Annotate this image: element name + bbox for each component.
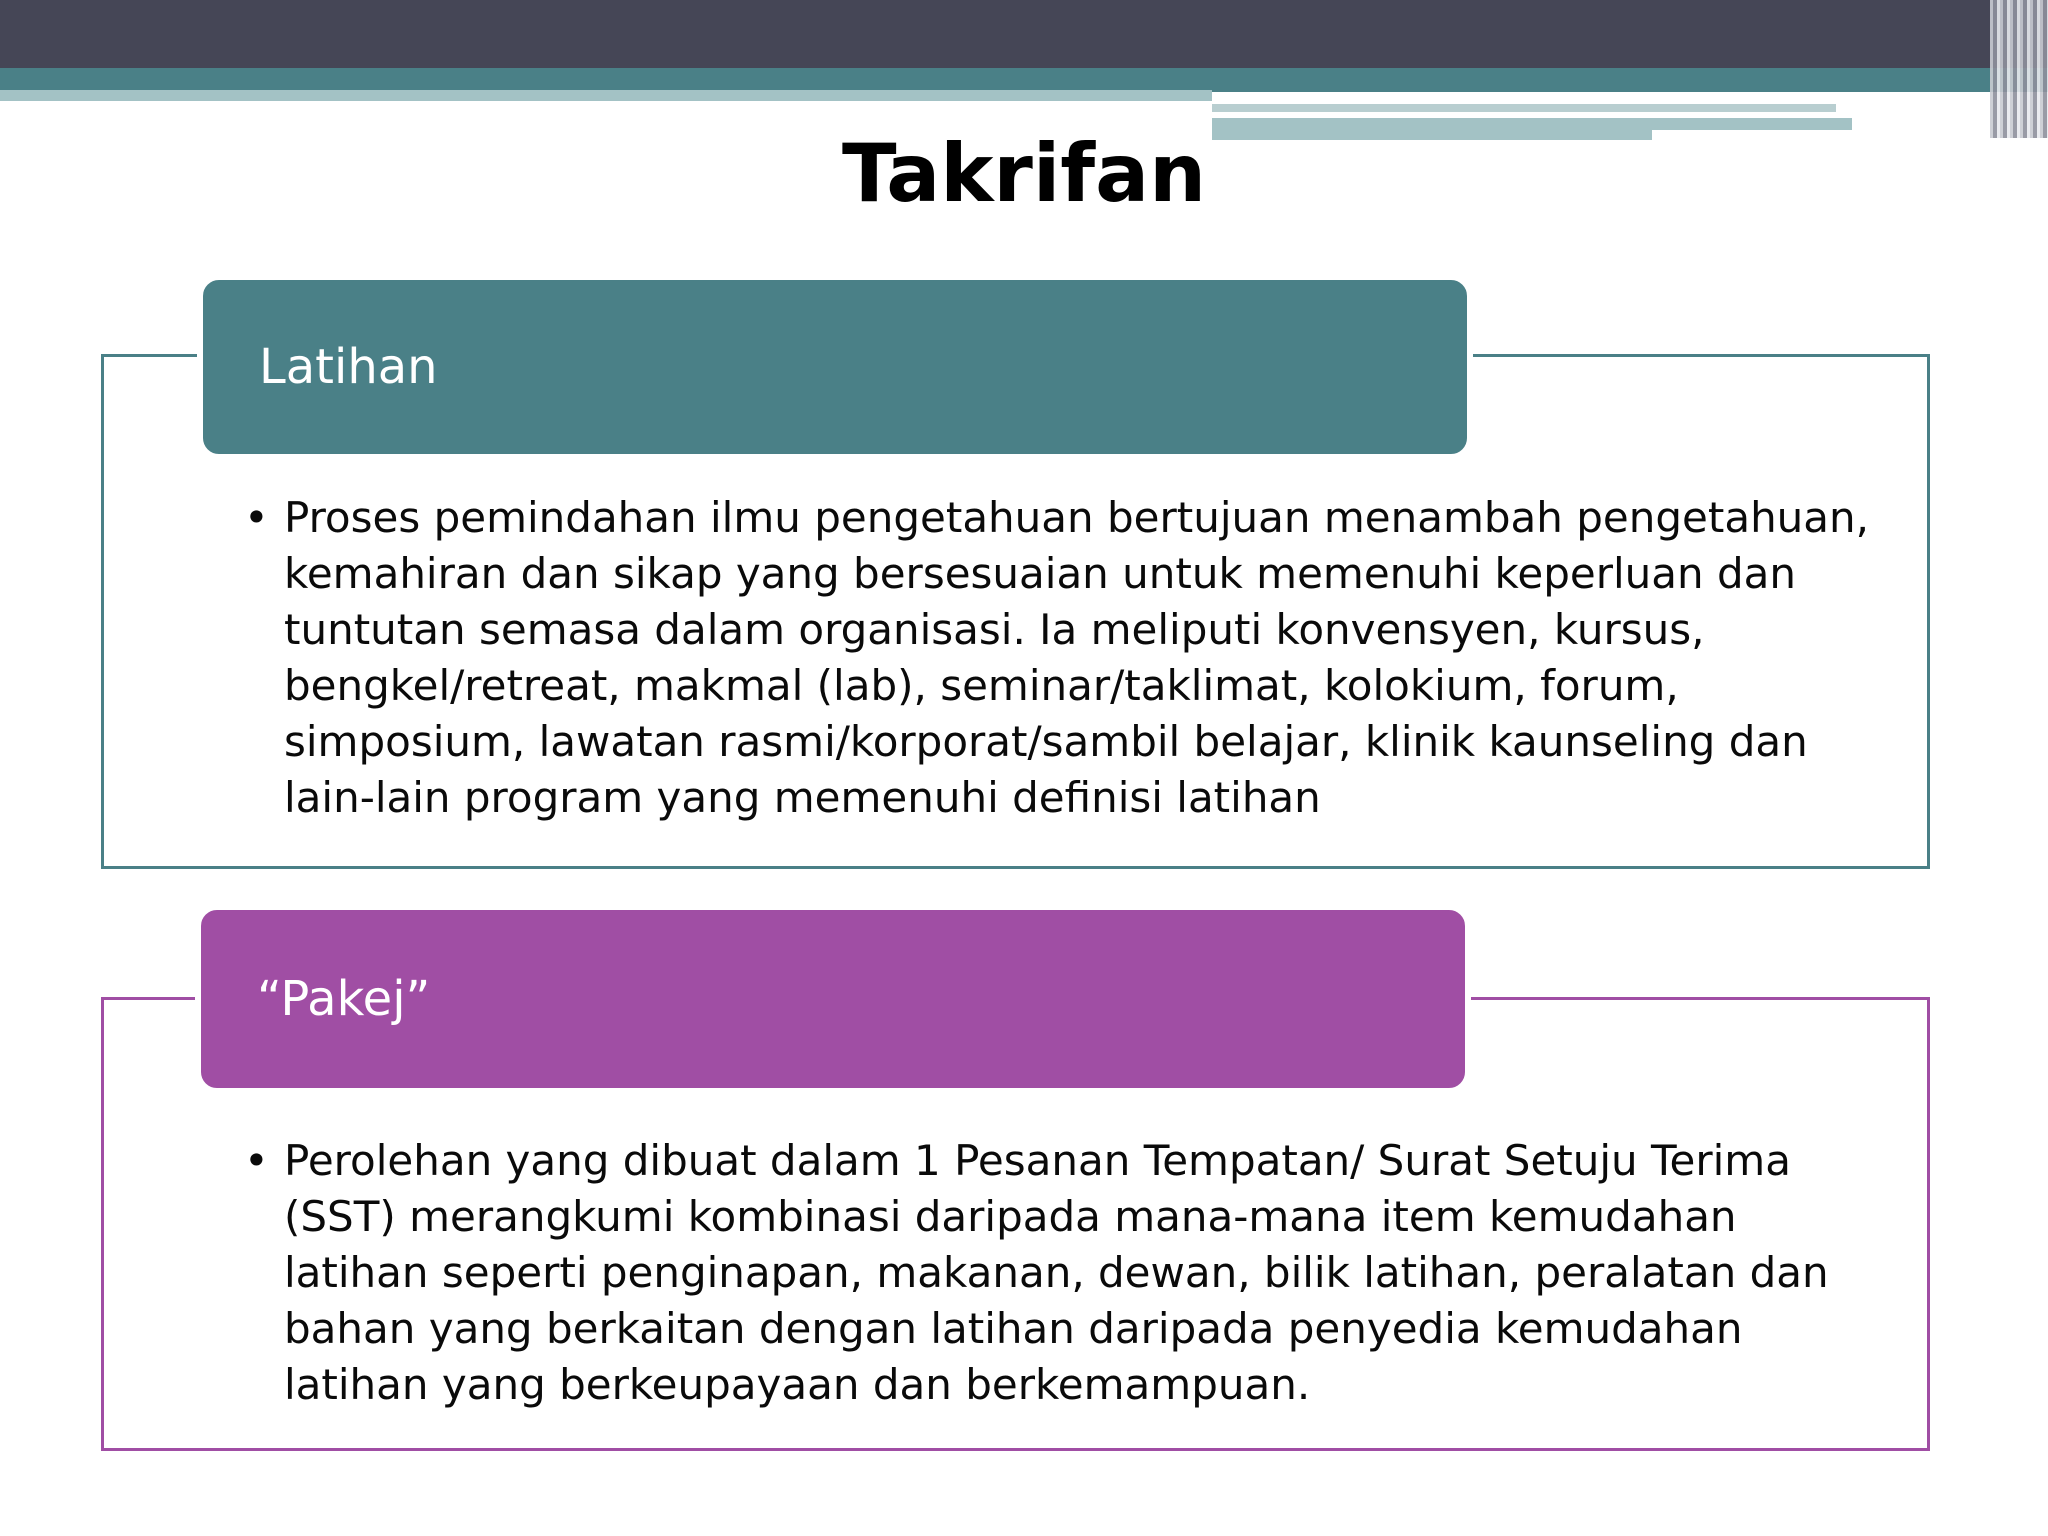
list-item-text: Proses pemindahan ilmu pengetahuan bertujuan menambah pengetahuan, kemahiran dan sikap yang bersesuaian untuk memenuhi keperluan dan tuntutan semasa dalam organisasi. Ia meliputi konvensyen, kursus, bengkel/retreat, makmal (lab), seminar/taklimat, kolokium, forum, simposium, lawatan rasmi/korporat/sambil belajar, klinik kaunseling dan lain-lain program yang memenuhi definisi latihan bbox=[284, 493, 1870, 822]
header-band-teal bbox=[0, 68, 2048, 92]
section-latihan-heading bbox=[197, 274, 1473, 460]
section-heading-label: “Pakej” bbox=[257, 971, 431, 1027]
section-pakej-heading bbox=[195, 904, 1471, 1094]
header-stripes-decoration bbox=[1990, 0, 2048, 138]
section-heading-label: Latihan bbox=[259, 339, 438, 395]
section-pakej-list bbox=[244, 1133, 1884, 1413]
header-band-dark bbox=[0, 0, 2048, 68]
section-latihan-list bbox=[244, 490, 1884, 826]
header-band-accent-1 bbox=[1212, 104, 1836, 112]
list-item-text: Perolehan yang dibuat dalam 1 Pesanan Tempatan/ Surat Setuju Terima (SST) merangkumi kombinasi daripada mana-mana item kemudahan latihan seperti penginapan, makanan, dewan, bilik latihan, peralatan dan bahan yang berkaitan dengan latihan daripada penyedia kemudahan latihan yang berkeupayaan dan berkemampuan. bbox=[284, 1136, 1829, 1409]
slide-title: Takrifan bbox=[841, 127, 1207, 220]
header-band-light bbox=[0, 90, 1212, 101]
bullet-icon: • bbox=[244, 493, 269, 542]
bullet-icon: • bbox=[244, 1136, 269, 1185]
list-item bbox=[244, 1133, 1884, 1413]
list-item bbox=[244, 490, 1884, 826]
